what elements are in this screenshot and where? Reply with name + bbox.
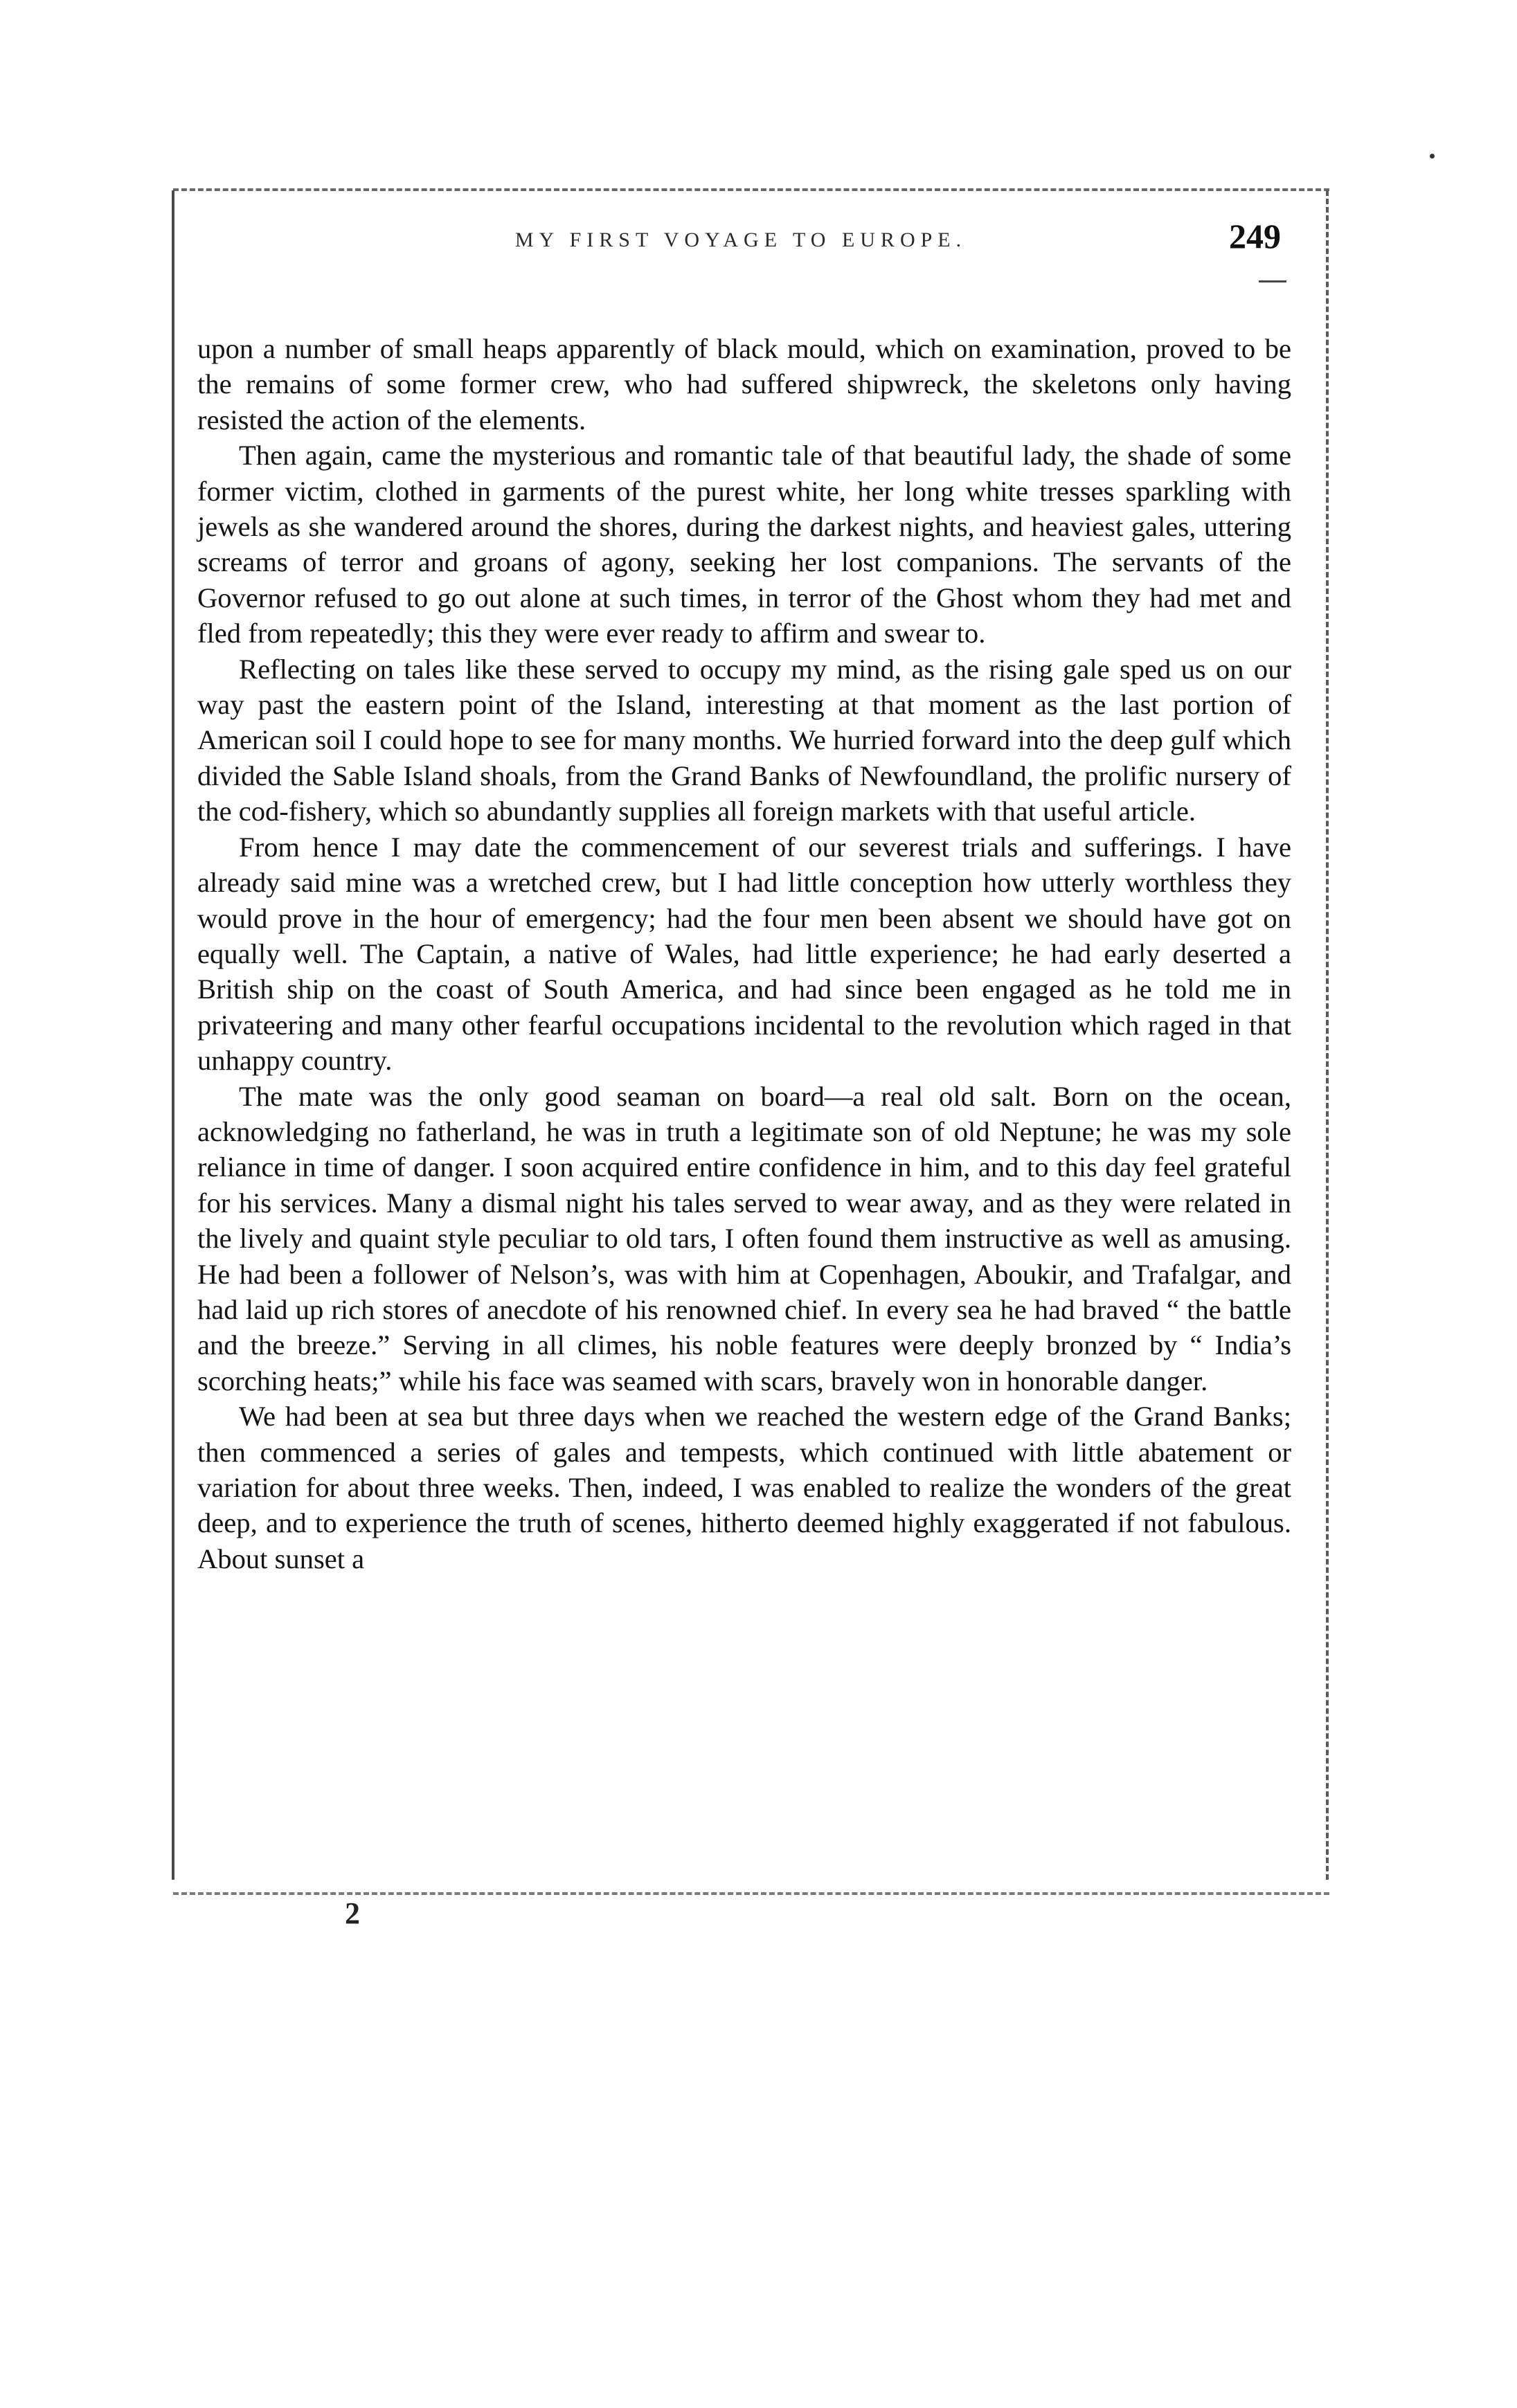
paragraph-5: The mate was the only good seaman on board—a real old salt. Born on the ocean, acknowledging no fatherland, he was in truth a legitimate son of old Neptune; he was my sole reliance in time of danger. I soon acquired entire confidence in him, and to this day feel grateful for his services. Many a dismal night his tales served to wear away, and as they were related in the lively and quaint style peculiar to old tars, I often found them instructive as well as amusing. He had been a follower of Nelson’s, was with him at Copenhagen, Aboukir, and Trafalgar, and had laid up rich stores of anecdote of his renowned chief. In every sea he had braved “ the battle and the breeze.” Serving in all climes, his noble features were deeply bronzed by “ India’s scorching heats;” while his face was seamed with scars, bravely won in honorable danger. bbox=[197, 1080, 1291, 1396]
page-number: 249 bbox=[1229, 217, 1281, 255]
paragraph-4: From hence I may date the commencement of our severest trials and sufferings. I have already said mine was a wretched crew, but I had little conception how utterly worthless they would prove in the hour of emergency; had the four men been absent we should have got on equally well. The Captain, a native of Wales, had little experience; he had early deserted a British ship on the coast of South America, and had since been engaged as he told me in privateering and many other fearful occupations incidental to the revolution which raged in that unhappy country. bbox=[197, 831, 1291, 1077]
left-border-rule bbox=[172, 190, 174, 1880]
paragraph-3: Reflecting on tales like these served to occupy my mind, as the rising gale sped us on our way past the eastern point of the Island, interesting at that moment as the last portion of American soil I could hope to see for many months. We hurried forward into the deep gulf which divided the Sable Island shoals, from the Grand Banks of Newfoundland, the prolific nursery of the cod-fishery, which so abundantly supplies all foreign markets with that useful article. bbox=[197, 653, 1291, 827]
paragraph-6: We had been at sea but three days when we reached the western edge of the Grand Banks; then commenced a series of gales and tempests, which continued with little abatement or variation for about three weeks. Then, indeed, I was enabled to realize the wonders of the great deep, and to experience the truth of scenes, hitherto deemed highly exaggerated if not fabulous. About sunset a bbox=[197, 1401, 1291, 1574]
header-dash bbox=[1259, 280, 1286, 282]
paragraph-2: Then again, came the mysterious and romantic tale of that beautiful lady, the shade of some former victim, clothed in garments of the purest white, her long white tresses sparkling with jewels as she wandered around the shores, during the darkest nights, and heaviest gales, uttering screams of terror and groans of agony, seeking her lost companions. The servants of the Governor refused to go out alone at such times, in terror of the Ghost whom they had met and fled from repeatedly; this they were ever ready to affirm and swear to. bbox=[197, 440, 1291, 649]
running-title: MY FIRST VOYAGE TO EUROPE. bbox=[514, 228, 967, 251]
paragraph-1: upon a number of small heaps apparently of black mould, which on examination, proved to be the remains of some former crew, who had suffered shipwreck, the skeletons only having resisted the action of the elements. bbox=[197, 333, 1291, 435]
top-border-rule bbox=[173, 188, 1329, 195]
right-border-rule bbox=[1326, 190, 1329, 1880]
page-body bbox=[197, 331, 1291, 1576]
ink-speck bbox=[1430, 154, 1435, 159]
signature-mark: 2 bbox=[345, 1896, 360, 1930]
